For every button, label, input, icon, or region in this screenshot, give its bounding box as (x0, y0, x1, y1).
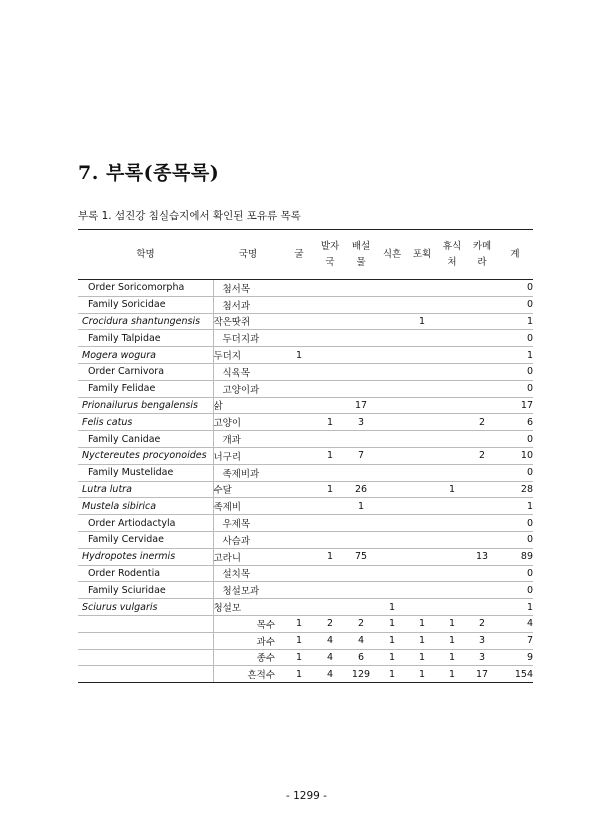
total-cell: 0 (497, 464, 533, 481)
column-header: 발자 국 (315, 230, 345, 280)
count-cell (345, 313, 377, 330)
column-header: 배설 물 (345, 230, 377, 280)
count-cell (345, 363, 377, 380)
count-cell (437, 582, 467, 599)
count-cell (345, 380, 377, 397)
count-cell (315, 498, 345, 515)
count-cell (345, 531, 377, 548)
column-header: 식흔 (377, 230, 407, 280)
count-cell (407, 380, 437, 397)
count-cell (315, 565, 345, 582)
count-cell (437, 397, 467, 414)
total-cell: 9 (497, 649, 533, 666)
count-cell (345, 280, 377, 297)
korean-name: 고라니 (213, 548, 283, 565)
total-cell: 0 (497, 565, 533, 582)
total-cell: 1 (497, 498, 533, 515)
column-header: 국명 (213, 230, 283, 280)
count-cell (377, 313, 407, 330)
count-cell (467, 397, 497, 414)
count-cell (437, 431, 467, 448)
count-cell (407, 431, 437, 448)
count-cell (407, 347, 437, 364)
count-cell (283, 548, 315, 565)
count-cell (315, 363, 345, 380)
total-cell: 0 (497, 431, 533, 448)
korean-name: 청설모과 (213, 582, 283, 599)
total-cell: 4 (497, 615, 533, 632)
count-cell (437, 380, 467, 397)
count-cell (377, 397, 407, 414)
korean-name: 설치목 (213, 565, 283, 582)
count-cell: 1 (345, 498, 377, 515)
total-cell: 154 (497, 666, 533, 683)
count-cell (283, 363, 315, 380)
page-number: - 1299 - (286, 790, 327, 802)
count-cell: 1 (283, 615, 315, 632)
count-cell (283, 515, 315, 532)
count-cell: 1 (283, 632, 315, 649)
scientific-name: Lutra lutra (78, 481, 213, 498)
count-cell (315, 464, 345, 481)
column-header: 계 (497, 230, 533, 280)
total-cell: 10 (497, 447, 533, 464)
count-cell (407, 515, 437, 532)
count-cell: 2 (467, 615, 497, 632)
scientific-name: Mogera wogura (78, 347, 213, 364)
scientific-name: Order Carnivora (78, 363, 213, 380)
scientific-name: Family Cervidae (78, 531, 213, 548)
count-cell: 6 (345, 649, 377, 666)
count-cell: 4 (345, 632, 377, 649)
count-cell (377, 515, 407, 532)
scientific-name: Prionailurus bengalensis (78, 397, 213, 414)
scientific-name: Family Talpidae (78, 330, 213, 347)
scientific-name: Family Soricidae (78, 296, 213, 313)
table-row (78, 464, 533, 481)
count-cell (377, 380, 407, 397)
summary-label: 종수 (213, 649, 283, 666)
count-cell (315, 280, 345, 297)
korean-name: 고양이 (213, 414, 283, 431)
scientific-name: Order Artiodactyla (78, 515, 213, 532)
count-cell: 2 (467, 414, 497, 431)
count-cell (283, 464, 315, 481)
table-header-row (78, 230, 533, 280)
count-cell (315, 347, 345, 364)
total-cell: 7 (497, 632, 533, 649)
summary-row (78, 632, 533, 649)
count-cell (437, 280, 467, 297)
count-cell (377, 464, 407, 481)
count-cell: 1 (437, 615, 467, 632)
count-cell (283, 397, 315, 414)
total-cell: 0 (497, 582, 533, 599)
count-cell: 1 (315, 481, 345, 498)
count-cell: 2 (345, 615, 377, 632)
count-cell: 3 (467, 649, 497, 666)
count-cell: 1 (407, 666, 437, 683)
count-cell (377, 531, 407, 548)
summary-label: 목수 (213, 615, 283, 632)
table-row (78, 397, 533, 414)
blank-cell (78, 666, 213, 683)
count-cell (407, 280, 437, 297)
count-cell (377, 296, 407, 313)
total-cell: 6 (497, 414, 533, 431)
count-cell (407, 531, 437, 548)
count-cell (407, 565, 437, 582)
count-cell (315, 397, 345, 414)
count-cell: 4 (315, 649, 345, 666)
table-row (78, 515, 533, 532)
blank-cell (78, 615, 213, 632)
blank-cell (78, 632, 213, 649)
table-row (78, 380, 533, 397)
count-cell (467, 498, 497, 515)
count-cell (467, 330, 497, 347)
count-cell: 1 (283, 649, 315, 666)
count-cell (345, 431, 377, 448)
table-row (78, 363, 533, 380)
count-cell (283, 280, 315, 297)
count-cell (377, 582, 407, 599)
count-cell (315, 599, 345, 616)
total-cell: 0 (497, 363, 533, 380)
scientific-name: Family Felidae (78, 380, 213, 397)
mammal-species-table (78, 229, 533, 683)
count-cell (377, 280, 407, 297)
count-cell (377, 565, 407, 582)
count-cell (283, 599, 315, 616)
count-cell (345, 330, 377, 347)
table-row (78, 447, 533, 464)
column-header: 카메 라 (467, 230, 497, 280)
korean-name: 사슴과 (213, 531, 283, 548)
total-cell: 0 (497, 330, 533, 347)
column-header: 포획 (407, 230, 437, 280)
count-cell (283, 380, 315, 397)
count-cell (467, 280, 497, 297)
count-cell: 1 (377, 599, 407, 616)
count-cell: 3 (345, 414, 377, 431)
scientific-name: Sciurus vulgaris (78, 599, 213, 616)
count-cell: 129 (345, 666, 377, 683)
count-cell (467, 296, 497, 313)
table-row (78, 582, 533, 599)
count-cell (437, 531, 467, 548)
count-cell (345, 347, 377, 364)
count-cell: 2 (467, 447, 497, 464)
count-cell: 17 (345, 397, 377, 414)
count-cell (315, 330, 345, 347)
count-cell: 13 (467, 548, 497, 565)
section-heading: 7. 부록(종목록) (78, 162, 220, 184)
count-cell (407, 363, 437, 380)
count-cell (377, 414, 407, 431)
count-cell (377, 431, 407, 448)
korean-name: 작은땃쥐 (213, 313, 283, 330)
korean-name: 첨서목 (213, 280, 283, 297)
count-cell (437, 565, 467, 582)
count-cell (407, 548, 437, 565)
count-cell (315, 380, 345, 397)
korean-name: 수달 (213, 481, 283, 498)
count-cell (407, 481, 437, 498)
count-cell (315, 582, 345, 599)
table-body (78, 280, 533, 683)
korean-name: 청설모 (213, 599, 283, 616)
count-cell (377, 347, 407, 364)
korean-name: 식육목 (213, 363, 283, 380)
count-cell (377, 481, 407, 498)
count-cell: 2 (315, 615, 345, 632)
count-cell (345, 515, 377, 532)
count-cell (467, 565, 497, 582)
count-cell (283, 498, 315, 515)
korean-name: 우제목 (213, 515, 283, 532)
count-cell: 1 (377, 649, 407, 666)
count-cell (407, 447, 437, 464)
blank-cell (78, 649, 213, 666)
count-cell (437, 363, 467, 380)
count-cell: 1 (377, 666, 407, 683)
count-cell (467, 531, 497, 548)
korean-name: 너구리 (213, 447, 283, 464)
count-cell: 1 (407, 615, 437, 632)
total-cell: 0 (497, 515, 533, 532)
scientific-name: Family Mustelidae (78, 464, 213, 481)
table-row (78, 330, 533, 347)
count-cell (437, 447, 467, 464)
count-cell (345, 582, 377, 599)
count-cell (283, 313, 315, 330)
count-cell: 1 (377, 615, 407, 632)
column-header: 휴식 처 (437, 230, 467, 280)
count-cell (377, 498, 407, 515)
count-cell (407, 330, 437, 347)
count-cell (283, 414, 315, 431)
count-cell: 1 (283, 347, 315, 364)
count-cell (467, 515, 497, 532)
count-cell (407, 414, 437, 431)
scientific-name: Family Sciuridae (78, 582, 213, 599)
count-cell (377, 447, 407, 464)
table-row (78, 548, 533, 565)
scientific-name: Felis catus (78, 414, 213, 431)
count-cell (283, 447, 315, 464)
count-cell (407, 498, 437, 515)
total-cell: 1 (497, 347, 533, 364)
count-cell: 1 (437, 481, 467, 498)
table-row (78, 414, 533, 431)
korean-name: 첨서과 (213, 296, 283, 313)
count-cell (315, 431, 345, 448)
count-cell: 1 (377, 632, 407, 649)
scientific-name: Crocidura shantungensis (78, 313, 213, 330)
count-cell: 4 (315, 666, 345, 683)
total-cell: 0 (497, 380, 533, 397)
count-cell (377, 548, 407, 565)
count-cell: 1 (437, 632, 467, 649)
scientific-name: Family Canidae (78, 431, 213, 448)
table-row (78, 481, 533, 498)
count-cell: 3 (467, 632, 497, 649)
count-cell (345, 565, 377, 582)
summary-label: 과수 (213, 632, 283, 649)
count-cell (467, 481, 497, 498)
count-cell (407, 397, 437, 414)
count-cell (467, 313, 497, 330)
count-cell (467, 431, 497, 448)
count-cell: 75 (345, 548, 377, 565)
korean-name: 두더지과 (213, 330, 283, 347)
total-cell: 17 (497, 397, 533, 414)
count-cell (283, 330, 315, 347)
count-cell (437, 498, 467, 515)
column-header: 학명 (78, 230, 213, 280)
count-cell (315, 531, 345, 548)
count-cell (467, 380, 497, 397)
korean-name: 고양이과 (213, 380, 283, 397)
count-cell: 1 (407, 649, 437, 666)
count-cell: 1 (283, 666, 315, 683)
count-cell (407, 599, 437, 616)
summary-row (78, 615, 533, 632)
count-cell: 1 (315, 447, 345, 464)
count-cell (283, 431, 315, 448)
count-cell: 17 (467, 666, 497, 683)
count-cell: 4 (315, 632, 345, 649)
count-cell (283, 296, 315, 313)
count-cell (283, 582, 315, 599)
scientific-name: Hydropotes inermis (78, 548, 213, 565)
summary-row (78, 666, 533, 683)
count-cell (345, 296, 377, 313)
count-cell (437, 515, 467, 532)
count-cell: 7 (345, 447, 377, 464)
count-cell (377, 330, 407, 347)
count-cell (437, 464, 467, 481)
count-cell (407, 582, 437, 599)
table-row (78, 565, 533, 582)
count-cell (437, 313, 467, 330)
korean-name: 족제비 (213, 498, 283, 515)
total-cell: 0 (497, 280, 533, 297)
count-cell (315, 296, 345, 313)
count-cell (467, 363, 497, 380)
korean-name: 족제비과 (213, 464, 283, 481)
scientific-name: Order Rodentia (78, 565, 213, 582)
count-cell (437, 548, 467, 565)
table-row (78, 280, 533, 297)
korean-name: 개과 (213, 431, 283, 448)
table-row (78, 347, 533, 364)
count-cell (315, 515, 345, 532)
count-cell (283, 565, 315, 582)
scientific-name: Mustela sibirica (78, 498, 213, 515)
count-cell: 1 (407, 313, 437, 330)
total-cell: 1 (497, 599, 533, 616)
scientific-name: Nyctereutes procyonoides (78, 447, 213, 464)
count-cell (437, 599, 467, 616)
count-cell (467, 582, 497, 599)
korean-name: 두더지 (213, 347, 283, 364)
count-cell: 1 (315, 548, 345, 565)
count-cell (315, 313, 345, 330)
count-cell (437, 330, 467, 347)
table-row (78, 313, 533, 330)
total-cell: 1 (497, 313, 533, 330)
column-header: 굴 (283, 230, 315, 280)
scientific-name: Order Soricomorpha (78, 280, 213, 297)
count-cell: 26 (345, 481, 377, 498)
table-row (78, 531, 533, 548)
count-cell (283, 531, 315, 548)
total-cell: 28 (497, 481, 533, 498)
count-cell (377, 363, 407, 380)
table-caption: 부록 1. 섬진강 침실습지에서 확인된 포유류 목록 (78, 210, 301, 222)
summary-row (78, 649, 533, 666)
table-row (78, 599, 533, 616)
summary-label: 흔적수 (213, 666, 283, 683)
table-row (78, 498, 533, 515)
count-cell: 1 (407, 632, 437, 649)
count-cell: 1 (437, 666, 467, 683)
total-cell: 0 (497, 531, 533, 548)
count-cell (407, 296, 437, 313)
table-row (78, 431, 533, 448)
count-cell: 1 (315, 414, 345, 431)
count-cell (437, 296, 467, 313)
count-cell (467, 347, 497, 364)
count-cell (437, 414, 467, 431)
count-cell (467, 464, 497, 481)
count-cell: 1 (437, 649, 467, 666)
korean-name: 삵 (213, 397, 283, 414)
count-cell (345, 464, 377, 481)
table-row (78, 296, 533, 313)
count-cell (437, 347, 467, 364)
total-cell: 89 (497, 548, 533, 565)
count-cell (407, 464, 437, 481)
count-cell (283, 481, 315, 498)
count-cell (345, 599, 377, 616)
count-cell (467, 599, 497, 616)
total-cell: 0 (497, 296, 533, 313)
